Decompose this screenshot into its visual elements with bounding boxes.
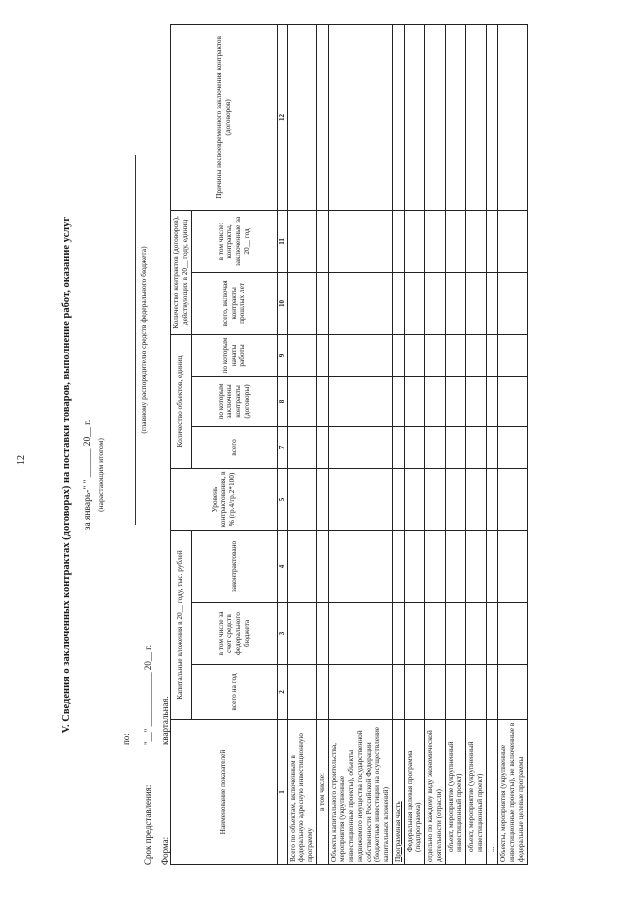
table-row <box>486 24 498 864</box>
col-number: 1 <box>277 720 287 865</box>
table-row <box>466 24 487 864</box>
row-label: объект, мероприятие (укрупненный инвестиционный проект) <box>445 720 466 865</box>
col-number: 12 <box>277 24 287 210</box>
row-label: Программная часть <box>392 720 404 865</box>
col-objects-total: всего <box>191 426 277 468</box>
col-number: 2 <box>277 665 287 720</box>
group-objects: Количество объектов, единиц <box>171 334 192 468</box>
header-row-groups <box>171 24 192 864</box>
row-label: Объекты, мероприятия (укрупненные инвестиционные проекты), не включенные в федеральные целевые программы <box>498 720 527 865</box>
col-number: 11 <box>277 210 287 272</box>
table-row <box>392 24 404 864</box>
recipient-note: (главному распорядителю средств федерального бюджета) <box>139 246 148 434</box>
page-title: V. Сведения о заключенных контрактах (договорах) на поставки товаров, выполнение работ, оказание услуг <box>61 216 72 734</box>
col-contracts-year: в том числе: контракты, заключенные за 20__ год <box>191 210 277 272</box>
page-number: 12 <box>16 455 27 465</box>
table-row <box>445 24 466 864</box>
to-label: по: <box>121 733 131 745</box>
col-number: 4 <box>277 530 287 602</box>
table-row <box>404 24 425 864</box>
table-row <box>316 24 328 864</box>
group-contracts: Количество контрактов (договоров), действующих в 20__ году, единиц <box>171 210 192 334</box>
form-value: квартальная. <box>160 696 170 745</box>
col-total-year: всего на год <box>191 665 277 720</box>
col-contracts-total: всего, включая контракты прошлых лет <box>191 272 277 334</box>
column-number-row <box>277 24 287 864</box>
col-name-header: Наименование показателей <box>171 720 278 865</box>
col-fed-budget: в том числе за счет средств федерального бюджета <box>191 603 277 665</box>
col-number: 7 <box>277 426 287 468</box>
col-reasons: Причины несвоевременного заключения контрактов (договоров) <box>171 24 278 210</box>
recipient-line <box>135 155 136 525</box>
row-label: отдельно по каждому виду экономической деятельности (отрасли) <box>425 720 446 865</box>
row-label: Всего по объектам, включенным в федеральную адресную инвестиционную программу <box>287 720 316 865</box>
col-objects-contracts: по которым заключены контракты (договоры) <box>191 376 277 426</box>
col-number: 10 <box>277 272 287 334</box>
col-number: 5 <box>277 468 287 530</box>
row-label: Федеральная целевая программа (подпрограмма) <box>404 720 425 865</box>
col-contracted: законтрактовано <box>191 530 277 602</box>
group-capital: Капитальные вложения в 20__ году, тыс. рублей <box>171 530 192 719</box>
row-label: в том числе: <box>316 720 328 865</box>
deadline-label: Срок представления: <box>143 784 153 865</box>
col-number: 3 <box>277 603 287 665</box>
row-label: Объекты капитального строительства, мероприятия (укрупненные инвестиционные проекты), объекты недвижимого имущества государственной собственности Российской Федерации (бюджетные инвестиции на осуществление капитальных вложений) <box>328 720 392 865</box>
form-label: Форма: <box>160 836 170 865</box>
table-row <box>287 24 316 864</box>
table-row <box>498 24 527 864</box>
period-line: за январь-" " ______ 20__ г. <box>83 419 93 531</box>
col-number: 9 <box>277 334 287 376</box>
contracts-table <box>170 24 528 865</box>
col-objects-started: по которым начаты работы <box>191 334 277 376</box>
deadline-value: "__" ____________ 20__ г. <box>143 644 153 745</box>
col-level: Уровень контрактования, в % (гр.4/гр.2*100) <box>171 468 278 530</box>
table-row <box>328 24 392 864</box>
table-row <box>425 24 446 864</box>
row-label: ... <box>486 720 498 865</box>
row-label: объект, мероприятие (укрупненный инвестиционный проект) <box>466 720 487 865</box>
period-note: (нарастающим итогом) <box>96 438 105 512</box>
col-number: 8 <box>277 376 287 426</box>
